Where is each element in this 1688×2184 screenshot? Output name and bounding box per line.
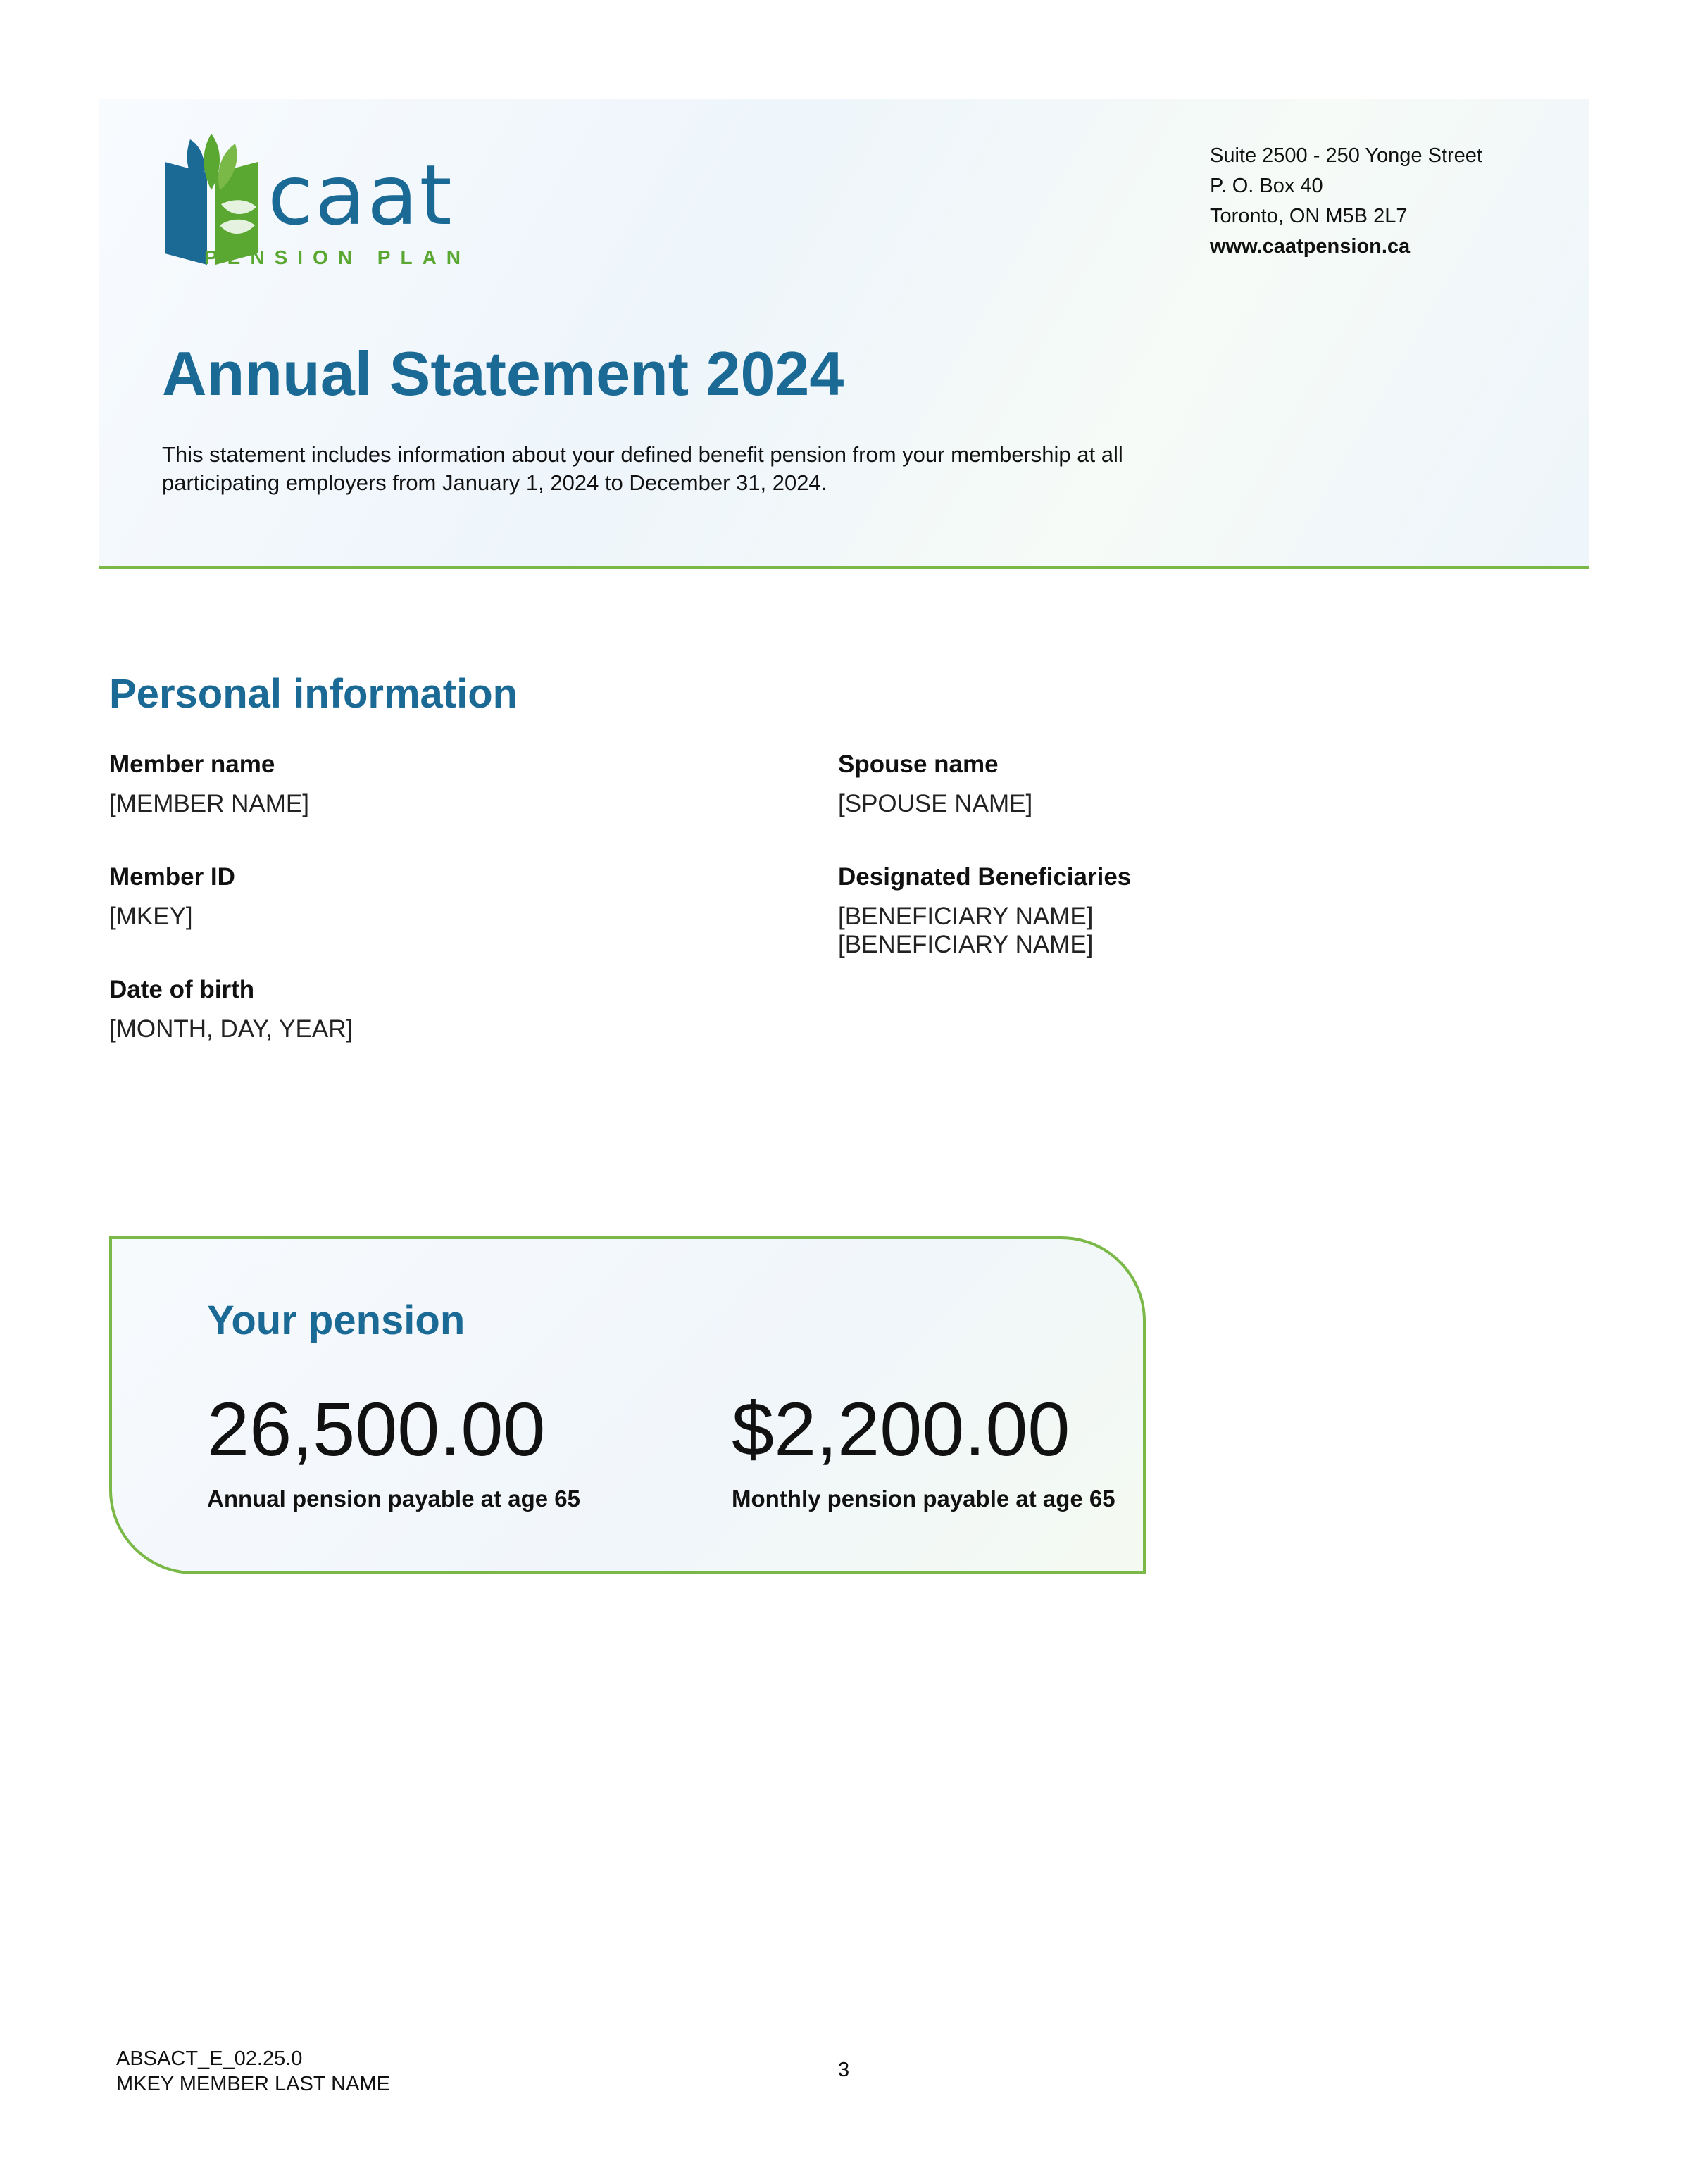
annual-pension-label: Annual pension payable at age 65 [207, 1486, 580, 1512]
address-line: Suite 2500 - 250 Yonge Street [1210, 144, 1482, 167]
beneficiary-name: [BENEFICIARY NAME] [838, 931, 1094, 958]
footer-code [116, 2046, 390, 2097]
page-title: Annual Statement 2024 [162, 339, 844, 408]
personal-info-title: Personal information [109, 671, 518, 717]
field-label: Member name [109, 751, 275, 778]
beneficiary-name: [BENEFICIARY NAME] [838, 903, 1094, 930]
intro-text: This statement includes information about your defined benefit pension from your membership at all participating employers from January 1, 2024 to December 31, 2024. [162, 442, 1123, 495]
field-value: [MKEY] [109, 903, 193, 930]
page-number: 3 [838, 2059, 850, 2081]
monthly-pension-label: Monthly pension payable at age 65 [732, 1486, 1115, 1512]
member-line: MKEY MEMBER LAST NAME [116, 2073, 390, 2095]
member-name-field [109, 749, 743, 818]
logo-subtitle: PENSION PLAN [204, 246, 471, 268]
member-id-field [109, 862, 743, 931]
address-line: Toronto, ON M5B 2L7 [1210, 205, 1408, 227]
address-line: P. O. Box 40 [1210, 175, 1323, 197]
monthly-pension-amount: $2,200.00 [732, 1386, 1070, 1471]
beneficiaries-field [838, 862, 1472, 959]
field-label: Spouse name [838, 751, 999, 778]
field-label: Designated Beneficiaries [838, 863, 1132, 891]
field-label: Date of birth [109, 976, 255, 1003]
spouse-name-field [838, 749, 1472, 818]
field-value: [MONTH, DAY, YEAR] [109, 1015, 354, 1043]
form-code: ABSACT_E_02.25.0 [116, 2047, 303, 2070]
caat-logo [162, 134, 471, 275]
field-value: [MEMBER NAME] [109, 790, 309, 817]
field-label: Member ID [109, 863, 235, 891]
website-link[interactable]: www.caatpension.ca [1210, 235, 1411, 258]
address-block [1210, 141, 1482, 262]
annual-pension-amount: 26,500.00 [207, 1386, 546, 1471]
dob-field [109, 974, 743, 1043]
pension-summary-box [109, 1236, 1146, 1574]
field-value: [SPOUSE NAME] [838, 790, 1033, 817]
pension-title: Your pension [207, 1298, 465, 1343]
logo-wordmark: caat [268, 146, 454, 244]
